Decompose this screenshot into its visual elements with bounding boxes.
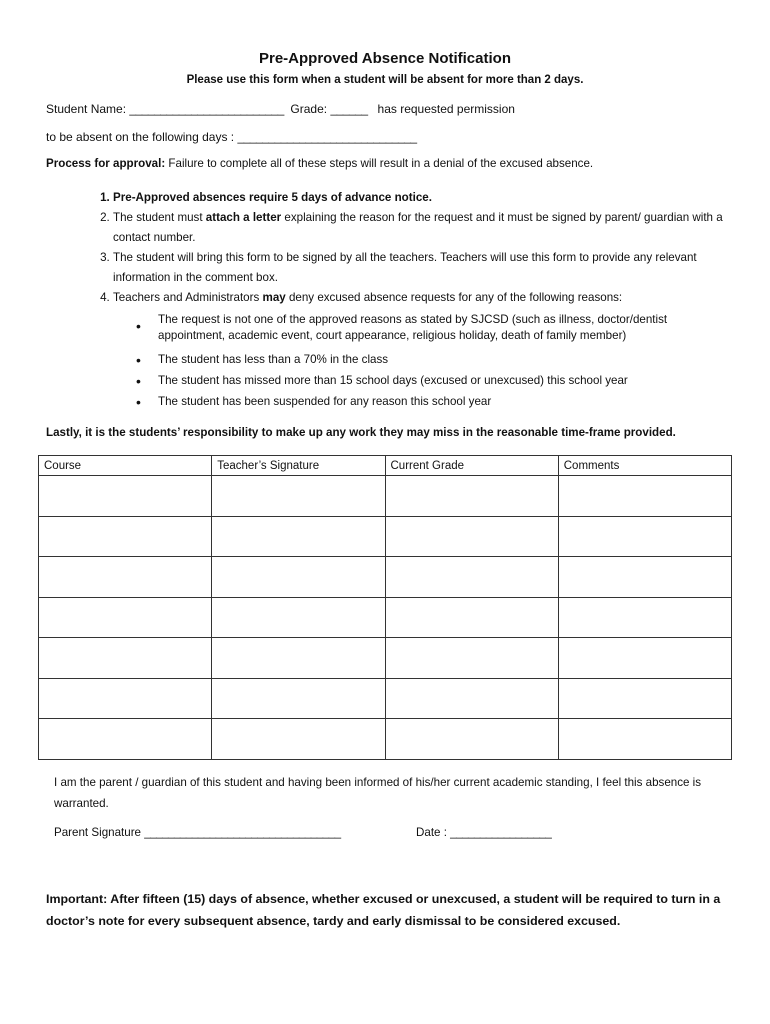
process-label: Process for approval: <box>46 157 166 170</box>
important-note: Important: After fifteen (15) days of absence, whether excused or unexcused, a student will be required to turn in a doctor’s note for every subsequent absence, tardy and early dismissal to be considered excused. <box>46 892 721 928</box>
parent-signature-field[interactable]: _________________________________ <box>144 826 341 839</box>
teacher-table <box>38 455 732 760</box>
date-field[interactable]: _________________ <box>450 826 552 839</box>
step-4-bold: may <box>262 291 286 304</box>
absent-days-field[interactable]: _____________________________ <box>237 130 417 144</box>
date-line <box>416 826 551 839</box>
col-teacher-signature: Teacher’s Signature <box>212 456 385 476</box>
grade-cell[interactable] <box>385 678 558 719</box>
reason-item: • The student has missed more than 15 school days (excused or unexcused) this school year <box>158 371 726 392</box>
signature-cell[interactable] <box>212 597 385 638</box>
step-item <box>113 288 726 413</box>
parent-statement: I am the parent / guardian of this student and having been informed of his/her current academic standing, I feel this absence is warranted. <box>54 776 702 810</box>
comments-cell[interactable] <box>558 597 731 638</box>
grade-cell[interactable] <box>385 557 558 598</box>
grade-field[interactable]: ______ <box>330 102 368 116</box>
step-4-rest: deny excused absence requests for any of the following reasons: <box>285 291 623 304</box>
grade-cell[interactable] <box>385 516 558 557</box>
form-title: Pre-Approved Absence Notification <box>259 50 511 67</box>
signature-cell[interactable] <box>212 476 385 517</box>
signature-cell[interactable] <box>212 557 385 598</box>
signature-cell[interactable] <box>212 516 385 557</box>
course-cell[interactable] <box>39 476 212 517</box>
grade-cell[interactable] <box>385 476 558 517</box>
form-subtitle: Please use this form when a student will be absent for more than 2 days. <box>186 74 584 86</box>
table-row <box>39 719 732 760</box>
student-info-line <box>46 102 515 116</box>
course-cell[interactable] <box>39 557 212 598</box>
table-row <box>39 516 732 557</box>
table-row <box>39 597 732 638</box>
course-cell[interactable] <box>39 638 212 679</box>
course-cell[interactable] <box>39 516 212 557</box>
grade-cell[interactable] <box>385 597 558 638</box>
table-row <box>39 678 732 719</box>
table-row <box>39 638 732 679</box>
absent-days-line <box>46 130 417 144</box>
comments-cell[interactable] <box>558 719 731 760</box>
step-item <box>113 188 726 208</box>
process-line <box>46 157 593 170</box>
absent-days-label: to be absent on the following days : <box>46 130 235 144</box>
student-name-label: Student Name: <box>46 102 127 116</box>
course-cell[interactable] <box>39 678 212 719</box>
comments-cell[interactable] <box>558 557 731 598</box>
step-item <box>113 208 726 248</box>
col-comments: Comments <box>558 456 731 476</box>
table-row <box>39 476 732 517</box>
reason-item: • The request is not one of the approved reasons as stated by SJCSD (such as illness, doctor/dentist appointment, academic event, court appearance, religious holiday, death of family member) <box>158 310 726 350</box>
table-row <box>39 557 732 598</box>
col-course: Course <box>39 456 212 476</box>
table-header-row <box>39 456 732 476</box>
step-4-text: Teachers and Administrators <box>113 291 263 304</box>
responsibility-note: Lastly, it is the students’ responsibility to make up any work they may miss in the reasonable time-frame provided. <box>46 426 676 439</box>
grade-cell[interactable] <box>385 719 558 760</box>
step-2-bold: attach a letter <box>205 211 282 224</box>
step-item <box>113 248 726 288</box>
reason-item: • The student has less than a 70% in the class <box>158 350 726 371</box>
parent-signature-line <box>54 826 341 839</box>
step-2-rest: explaining the reason for the request and it must be signed by parent/ guardian with a contact number. <box>113 211 723 244</box>
signature-cell[interactable] <box>212 678 385 719</box>
date-label: Date : <box>416 826 447 839</box>
step-3-text: The student will bring this form to be signed by all the teachers. Teachers will use this form to provide any relevant information in the comment box. <box>113 251 697 284</box>
course-cell[interactable] <box>39 719 212 760</box>
denial-reasons <box>113 310 726 413</box>
step-2-text: The student must <box>113 211 206 224</box>
col-current-grade: Current Grade <box>385 456 558 476</box>
process-text: Failure to complete all of these steps will result in a denial of the excused absence. <box>165 157 594 170</box>
grade-cell[interactable] <box>385 638 558 679</box>
requested-text: has requested permission <box>377 102 515 116</box>
signature-cell[interactable] <box>212 719 385 760</box>
approval-steps <box>46 188 726 413</box>
comments-cell[interactable] <box>558 476 731 517</box>
comments-cell[interactable] <box>558 678 731 719</box>
reason-item: • The student has been suspended for any reason this school year <box>158 392 726 413</box>
grade-label: Grade: <box>290 102 328 116</box>
comments-cell[interactable] <box>558 638 731 679</box>
signature-cell[interactable] <box>212 638 385 679</box>
parent-signature-label: Parent Signature <box>54 826 142 839</box>
student-name-field[interactable]: _________________________ <box>129 102 284 116</box>
course-cell[interactable] <box>39 597 212 638</box>
step-1-text: Pre-Approved absences require 5 days of advance notice. <box>113 191 432 204</box>
comments-cell[interactable] <box>558 516 731 557</box>
